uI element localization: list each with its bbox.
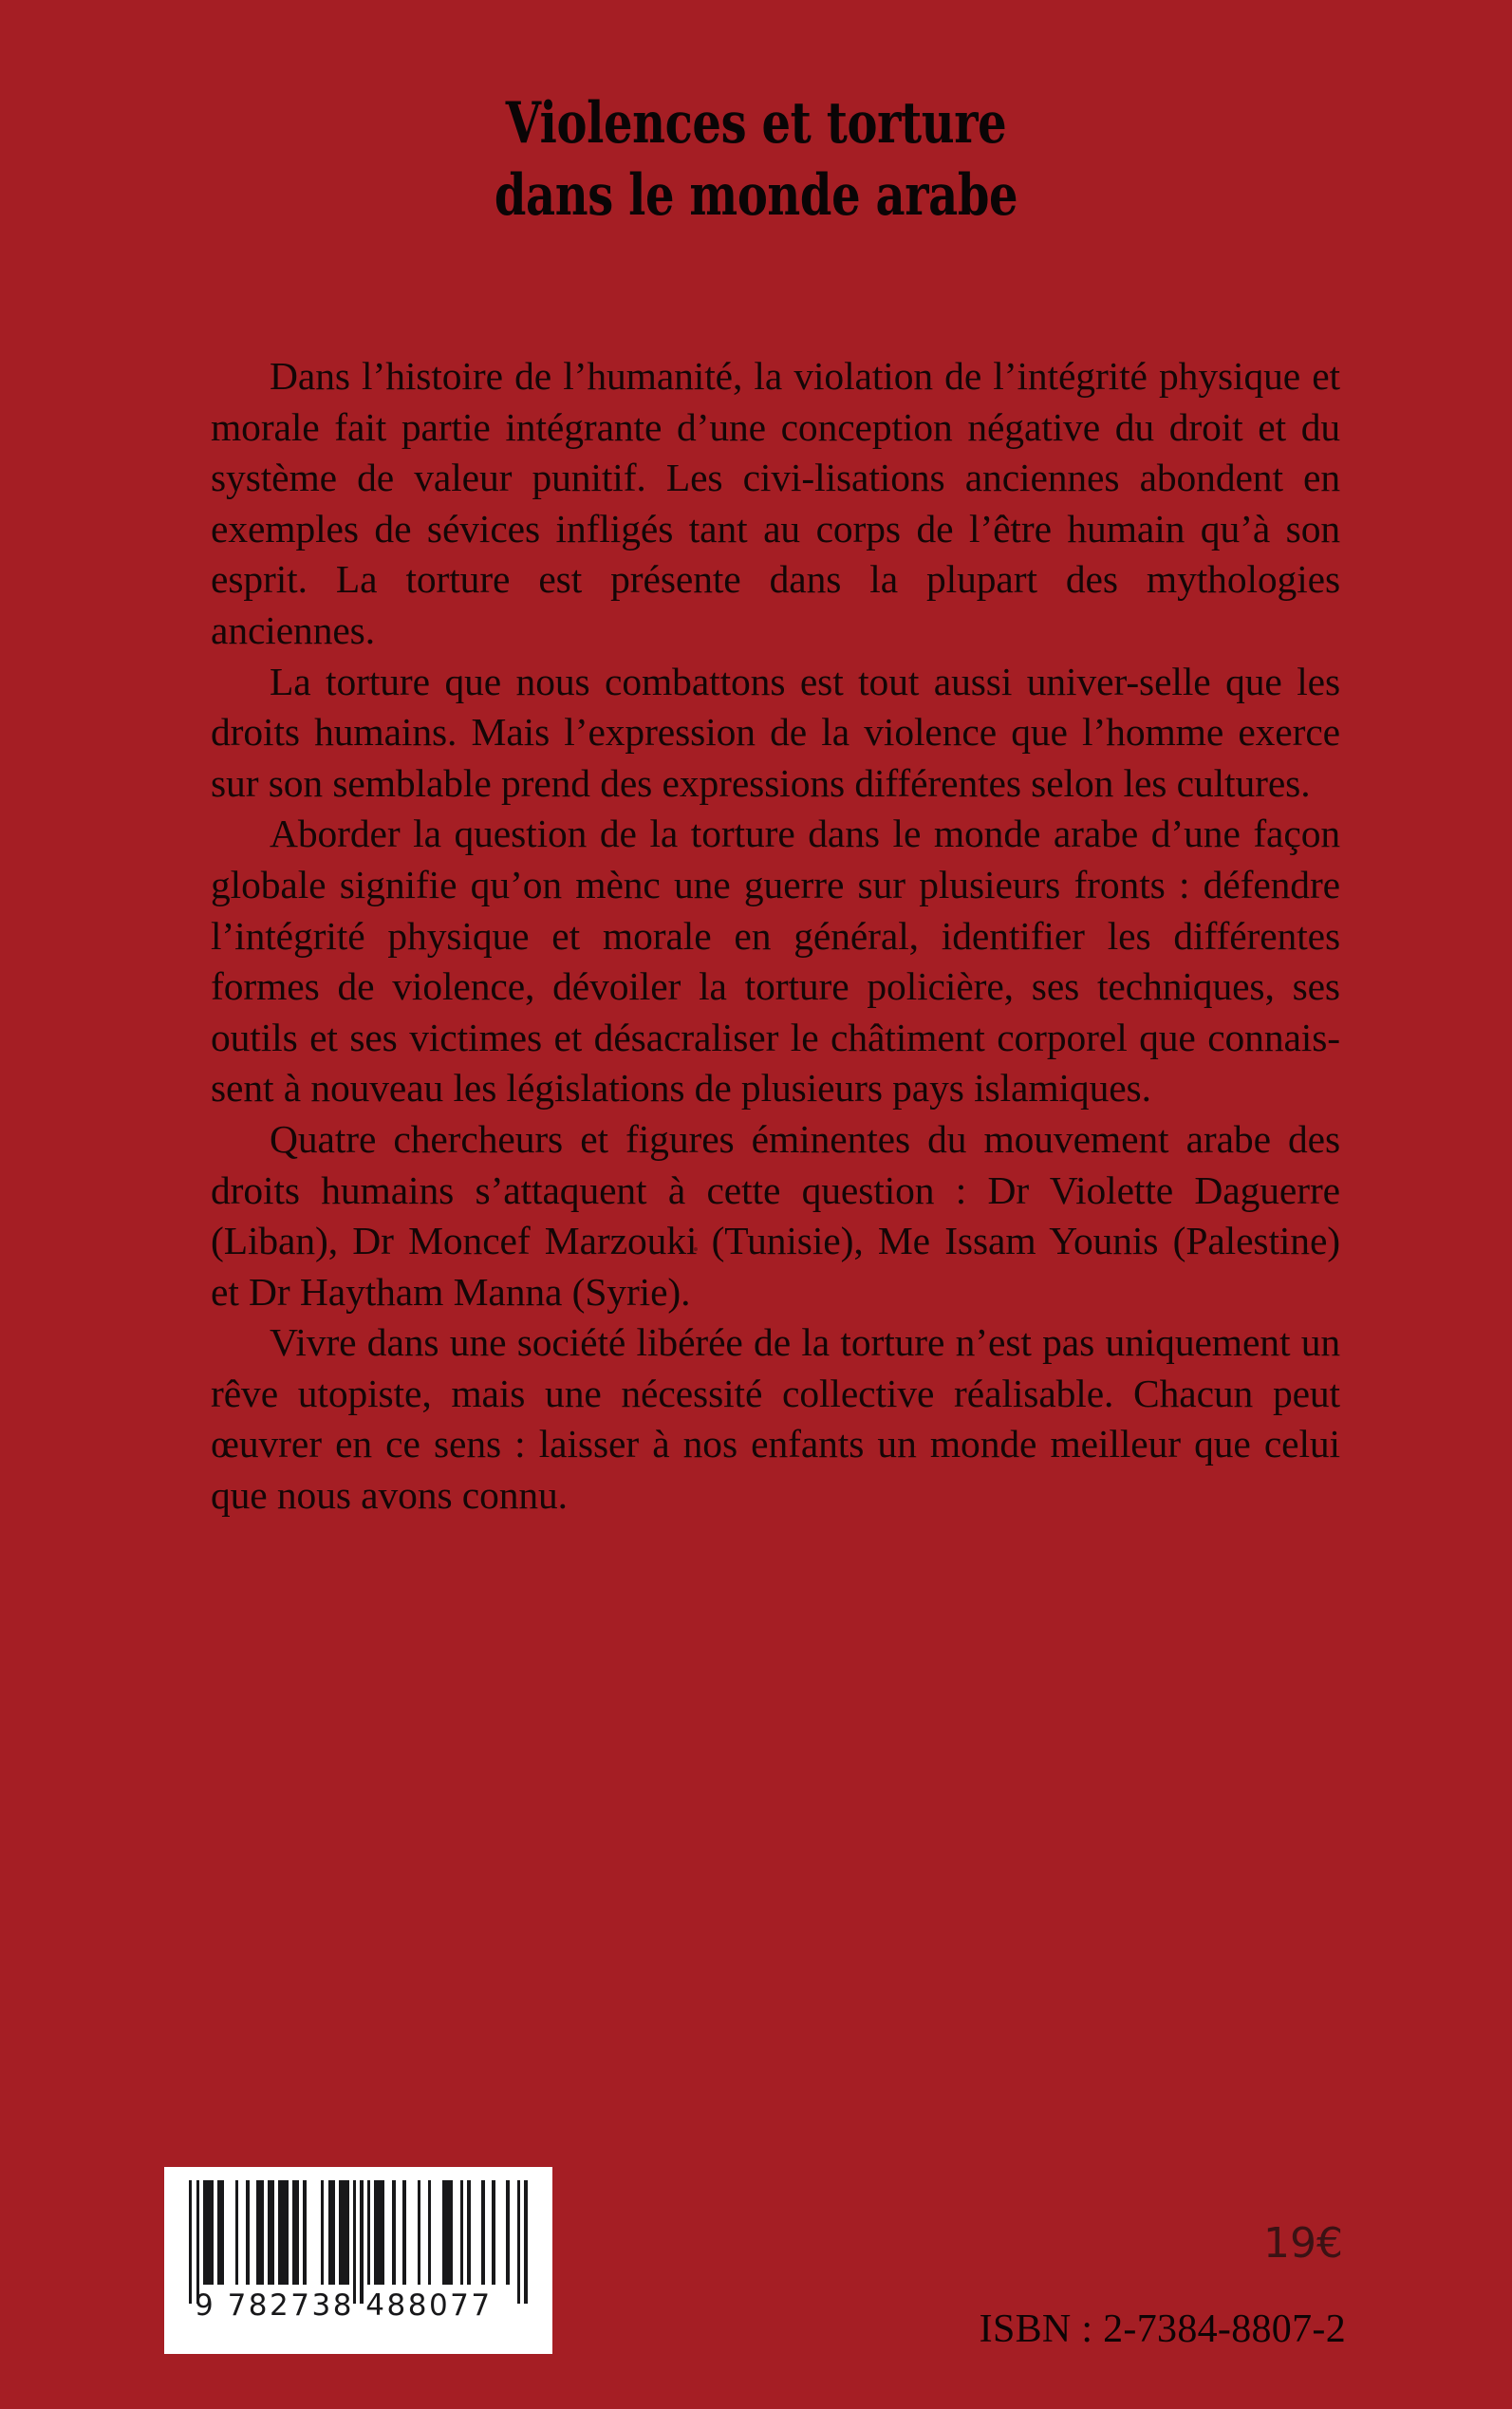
- blurb-paragraph: Vivre dans une société libérée de la torture n’est pas uniquement un rêve utopiste, mais une nécessité collective réalisable. Chacun peut œuvrer en ce sens : laisser à nos enfants un monde meilleur que celui que nous avons connu.: [211, 1320, 1340, 1518]
- barcode-number: 9 782738 488077: [195, 2288, 493, 2323]
- isbn-label: ISBN : 2-7384-8807-2: [979, 2307, 1346, 2351]
- blurb-paragraph: La torture que nous combattons est tout aussi univer-selle que les droits humains. Mais l’expression de la violence que l’homme exerce sur son semblable prend des expressions différentes selon les cultures.: [211, 659, 1340, 805]
- blurb-paragraph: Aborder la question de la torture dans le monde arabe d’une façon globale signifie qu’on mènc une guerre sur plusieurs fronts : défendre l’intégrité physique et morale en général, identifier les différentes formes de violence, dévoiler la torture policière, ses techniques, ses outils et ses victimes et désacraliser le châtiment corporel que connais-sent à nouveau les législations de plusieurs pays islamiques.: [211, 812, 1340, 1111]
- title-line-2: dans le monde arabe: [494, 162, 1018, 229]
- book-title: [0, 87, 1512, 232]
- title-line-1: Violences et torture: [505, 90, 1007, 157]
- barcode: [164, 2167, 552, 2354]
- blurb-text: [211, 351, 1340, 1522]
- blurb-paragraph: Dans l’histoire de l’humanité, la violation de l’intégrité physique et morale fait partie intégrante d’une conception négative du droit et du système de valeur punitif. Les civi-lisations anciennes abondent en exemples de sévices infligés tant au corps de l’être humain qu’à son esprit. La torture est présente dans la plupart des mythologies anciennes.: [211, 354, 1340, 652]
- print-speck: [694, 1247, 698, 1251]
- blurb-paragraph: Quatre chercheurs et figures éminentes du mouvement arabe des droits humains s’attaquent à cette question : Dr Violette Daguerre (Liban), Dr Moncef Marzouki (Tunisie), Me Issam Younis (Palestine) et Dr Haytham Manna (Syrie).: [211, 1116, 1340, 1314]
- price-label: 19€: [1263, 2219, 1343, 2268]
- barcode-bars: [189, 2180, 528, 2306]
